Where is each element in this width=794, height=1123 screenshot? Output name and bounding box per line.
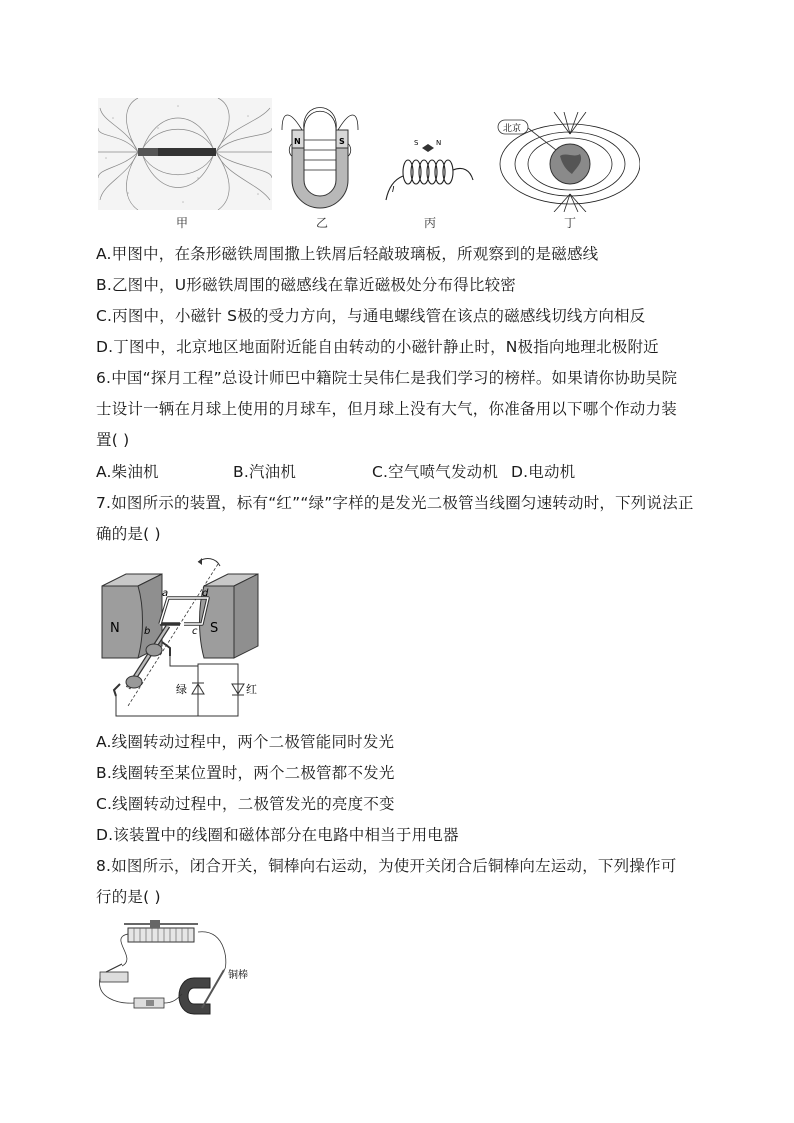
figure-label-bing: 丙 — [424, 216, 437, 230]
diode-green-label: 绿 — [176, 683, 187, 696]
solenoid-diagram — [378, 130, 478, 210]
copper-rod-label: 铜棒 — [228, 970, 248, 981]
q6-option-b: B.汽油机 — [233, 463, 297, 481]
q5-option-d: D.丁图中，北京地区地面附近能自由转动的小磁针静止时，N极指向地理北极附近 — [96, 338, 659, 356]
generator-diagram — [98, 556, 276, 720]
q7-option-c: C.线圈转动过程中，二极管发光的亮度不变 — [96, 795, 395, 813]
q7-option-a: A.线圈转动过程中，两个二极管能同时发光 — [96, 733, 395, 751]
figure-bing — [378, 130, 478, 210]
beijing-label: 北京 — [503, 124, 522, 134]
q8-stem-line-1: 8.如图所示，闭合开关，铜棒向右运动，为使开关闭合后铜棒向左运动，下列操作可 — [96, 857, 677, 875]
motor-circuit-diagram — [98, 918, 268, 1020]
u-magnet-diagram — [280, 100, 360, 212]
q5-option-c: C.丙图中，小磁针 S极的受力方向，与通电螺线管在该点的磁感线切线方向相反 — [96, 307, 646, 325]
iron-filings-image — [98, 98, 272, 210]
figure-ding — [494, 112, 640, 212]
q6-option-d: D.电动机 — [511, 463, 576, 481]
pole-s-label: S — [210, 621, 219, 636]
figure-label-ding: 丁 — [564, 216, 577, 230]
q7-stem-line-1: 7.如图所示的装置，标有“红”“绿”字样的是发光二极管当线圈匀速转动时，下列说法正 — [96, 494, 694, 512]
figure-label-yi: 乙 — [316, 216, 329, 230]
q8-stem-line-2: 行的是( ) — [96, 888, 161, 906]
q6-stem-line-3: 置( ) — [96, 431, 130, 449]
figure-q7-generator — [98, 556, 276, 720]
coil-label-d: d — [202, 588, 209, 599]
needle-n-label: N — [436, 139, 442, 147]
u-magnet-s-label: S — [339, 137, 345, 146]
coil-label-a: a — [162, 588, 169, 599]
q5-option-a: A.甲图中，在条形磁铁周围撒上铁屑后轻敲玻璃板，所观察到的是磁感线 — [96, 245, 599, 263]
figure-jia — [98, 98, 272, 210]
figure-yi — [280, 100, 360, 212]
q7-option-d: D.该装置中的线圈和磁体部分在电路中相当于用电器 — [96, 826, 459, 844]
q6-option-a: A.柴油机 — [96, 463, 159, 481]
q6-option-c: C.空气喷气发动机 — [372, 463, 499, 481]
q7-stem-line-2: 确的是( ) — [96, 525, 161, 543]
figure-q8-circuit — [98, 918, 268, 1020]
compass-needle — [422, 144, 434, 152]
coil-label-b: b — [144, 626, 151, 637]
u-magnet-n-label: N — [294, 137, 301, 146]
q5-option-b: B.乙图中，U形磁铁周围的磁感线在靠近磁极处分布得比较密 — [96, 276, 517, 294]
figure-label-jia: 甲 — [176, 216, 189, 230]
earth-field-diagram — [494, 112, 640, 212]
coil-label-c: c — [192, 626, 198, 637]
current-label: I — [392, 185, 395, 194]
needle-s-label: S — [414, 139, 419, 147]
q7-option-b: B.线圈转至某位置时，两个二极管都不发光 — [96, 764, 395, 782]
q6-stem-line-1: 6.中国“探月工程”总设计师巴中籍院士吴伟仁是我们学习的榜样。如果请你协助吴院 — [96, 369, 678, 387]
pole-n-label: N — [110, 621, 120, 636]
q6-stem-line-2: 士设计一辆在月球上使用的月球车，但月球上没有大气，你准备用以下哪个作动力装 — [96, 400, 677, 418]
diode-red-label: 红 — [246, 683, 257, 696]
